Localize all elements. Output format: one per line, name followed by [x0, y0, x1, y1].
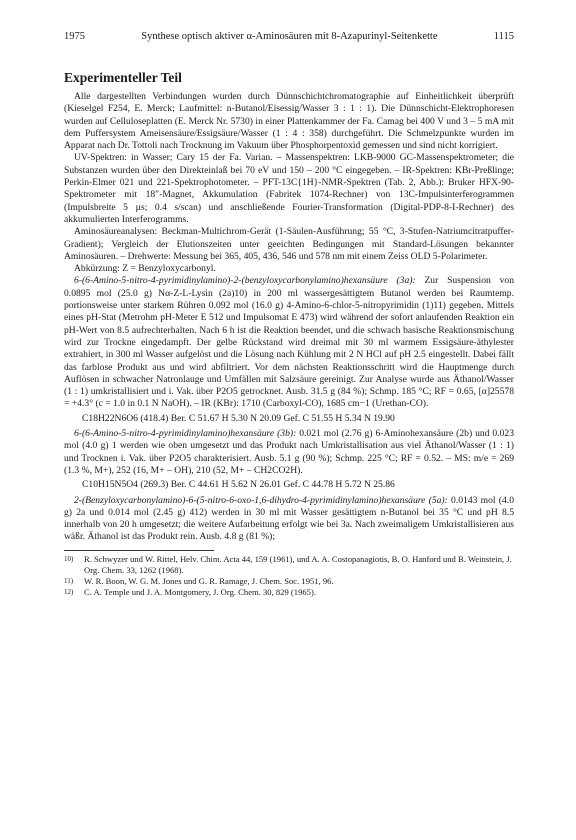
footnote-number: 10)	[64, 554, 74, 563]
compound-5a-text: 0.0143 mol (4.0 g) 2a und 0.014 mol (2.45 g) 412) werden in 30 ml mit Wasser gesättigtem n-Butanol bei 35 °C und pH 8.5 innerhalb von 20 h umgesetzt; die weitere Aufarbeitung erfolgt wie bei 3a. Nach zweimaligem Umkristallisieren aus wäßr. Äthanol ist das Produkt rein. Ausb. 4.8 g (81 %);	[64, 494, 514, 543]
paragraph-compound-5a	[64, 495, 514, 544]
analysis-3b: C10H15N5O4 (269.3) Ber. C 44.61 H 5.62 N 26.01 Gef. C 44.78 H 5.72 N 25.86	[82, 479, 395, 491]
compound-3a-text: Zur Suspension von 0.0895 mol (25.0 g) Nα-Z-L-Lysin (2a)10) in 200 ml wassergesättigtem Butanol werden bei Raumtemp. portionsweise unter starkem Rühren 0.092 mol (16.0 g) 4-Amino-6-chlor-5-nitropyrimidin (1)11) gegeben. Mittels eines pH-Stat (Metrohm pH-Meter E 512 und Impulsomat E 473) wird während der sofort anlaufenden Reaktion ein pH-Wert von 8.5 aufrechterhalten. Nach 6 h ist die Reaktion beendet, und die schwach basische Reaktionsmischung wird zur Trockne eingedampft. Der gelbe Rückstand wird dreimal mit 30 ml warmem Essigsäure-äthylester extrahiert, in 300 ml Wasser aufgelöst und die Lösung nach Kühlung mit 2 N HCl auf pH 2.5 eingestellt. Dabei fällt das farblose Produkt aus und wird abfiltriert. Vor dem nächsten Reaktionsschritt wird die Hauptmenge durch Auflösen in schwacher Natronlauge und Umfällen mit Salzsäure gereinigt. Zur Analyse wurde aus Äthanol/Wasser (1 : 1) umkristallisiert und i. Vak. über P2O5 getrocknet. Ausb. 31.5 g (84 %); Schmp. 185 °C; RF = 0.65, [α]25578 = +4.3° (c = 1.0 in 0.1 N NaOH). – IR (KBr): 1710 (Carboxyl-CO), 1685 cm−1 (Urethan-CO).	[64, 275, 514, 410]
paragraph-compound-3a	[64, 275, 514, 410]
paragraph-methods: Alle dargestellten Verbindungen wurden durch Dünnschichtchromatographie auf Einheitlichkeit überprüft (Kieselgel F254, E. Merck; Laufmittel: n-Butanol/Eisessig/Wasser 3 : 1 : 1). Die Dünnschicht-Elektrophoresen wurden auf Celluloseplatten (E. Merck Nr. 5730) in einer Plattenkammer der Fa. Camag bei 400 V und 3 – 5 mA mit dem Puffersystem Ameisensäure/Essigsäure/Wasser (1 : 4 : 358) durchgeführt. Die Schmelzpunkte wurden im Apparat nach Dr. Tottoli nach Trocknung im Vakuum über Phosphorpentoxid gemessen und sind nicht korrigiert.	[64, 91, 514, 152]
compound-3a-name: 6-(6-Amino-5-nitro-4-pyrimidinylamino)-2-(benzyloxycarbonylamino)hexansäure (3a):	[74, 275, 416, 287]
compound-5a-name: 2-(Benzyloxycarbonylamino)-6-(5-nitro-6-oxo-1,6-dihydro-4-pyrimidinylamino)hexansäure (5a):	[74, 494, 448, 506]
paper-page	[64, 30, 514, 598]
footnote-number: 11)	[64, 576, 74, 585]
footnote-11	[64, 576, 514, 587]
running-header	[64, 30, 514, 43]
compound-3b-name: 6-(6-Amino-5-nitro-4-pyrimidinylamino)hexansäure (3b):	[74, 428, 297, 440]
footnote-text: W. R. Boon, W. G. M. Jones und G. R. Ramage, J. Chem. Soc. 1951, 96.	[84, 575, 334, 586]
footnote-rule	[64, 550, 214, 551]
footnote-text: R. Schwyzer und W. Rittel, Helv. Chim. Acta 44, 159 (1961), und A. A. Costopanagiotis, B. O. Hanford und B. Weinstein, J. Org. Chem. 33, 1262 (1968).	[84, 553, 512, 575]
header-year: 1975	[64, 31, 85, 42]
footnote-10	[64, 554, 514, 576]
paragraph-compound-3b	[64, 428, 514, 477]
footnote-12	[64, 587, 514, 598]
paragraph-spectra: UV-Spektren: in Wasser; Cary 15 der Fa. Varian. – Massenspektren: LKB-9000 GC-Massenspektrometer; die Substanzen wurden über den Direkteinlaß bei 70 eV und 150 – 200 °C eingegeben. – IR-Spektren: KBr-Preßlinge; Perkin-Elmer 021 und 221-Spektrophotometer. – PFT-13C{1H}-NMR-Spektren (Tab. 2, Abb.): Bruker HFX-90-Spektrometer mit 18″-Magnet, Akkumulation (Fabritek 1074-Rechner) von 13C-Impulsinterferogrammen (Impulsbreite 5 µs; 0.4 s/scan) und anschließende Fourier-Transformation (Digital-PDP-8-I-Rechner) des akkumulierten Interferogramms.	[64, 152, 514, 225]
footnote-number: 12)	[64, 587, 74, 596]
analysis-3a: C18H22N6O6 (418.4) Ber. C 51.67 H 5.30 N 20.09 Gef. C 51.55 H 5.34 N 19.90	[82, 412, 395, 424]
section-title: Experimenteller Teil	[64, 70, 182, 85]
compound-3b-text: 0.021 mol (2.76 g) 6-Aminohexansäure (2b) und 0.023 mol (4.0 g) 1 werden wie oben umgesetzt und das Produkt nach Umkristallisation aus viel Äthanol/Wasser (1 : 1) und Trocknen i. Vak. über P2O5 charakterisiert. Ausb. 5.1 g (90 %); Schmp. 225 °C; RF = 0.52. – MS: m/e = 269 (1.3 %, M+), 252 (16, M+ – OH), 210 (52, M+ – CH2CO2H).	[64, 428, 514, 476]
page-number: 1115	[493, 31, 514, 42]
header-title: Synthese optisch aktiver α-Aminosäuren mit 8-Azapurinyl-Seitenkette	[141, 31, 438, 42]
footnote-text: C. A. Temple und J. A. Montgomery, J. Org. Chem. 30, 829 (1965).	[84, 586, 316, 597]
paragraph-aminoacid-analysis: Aminosäureanalysen: Beckman-Multichrom-Gerät (1-Säulen-Ausführung; 55 °C, 3-Stufen-Natriumcitratpuffer-Gradient); Vergleich der Elutionszeiten unter geeichten Bedingungen mit Standard-Lösungen bekannter Aminosäuren. – Drehwerte: Messung bei 365, 405, 436, 546 und 578 nm mit einem Zeiss OLD 5-Polarimeter.	[64, 226, 514, 262]
paragraph-abbreviation: Abkürzung: Z = Benzyloxycarbonyl.	[74, 263, 216, 275]
